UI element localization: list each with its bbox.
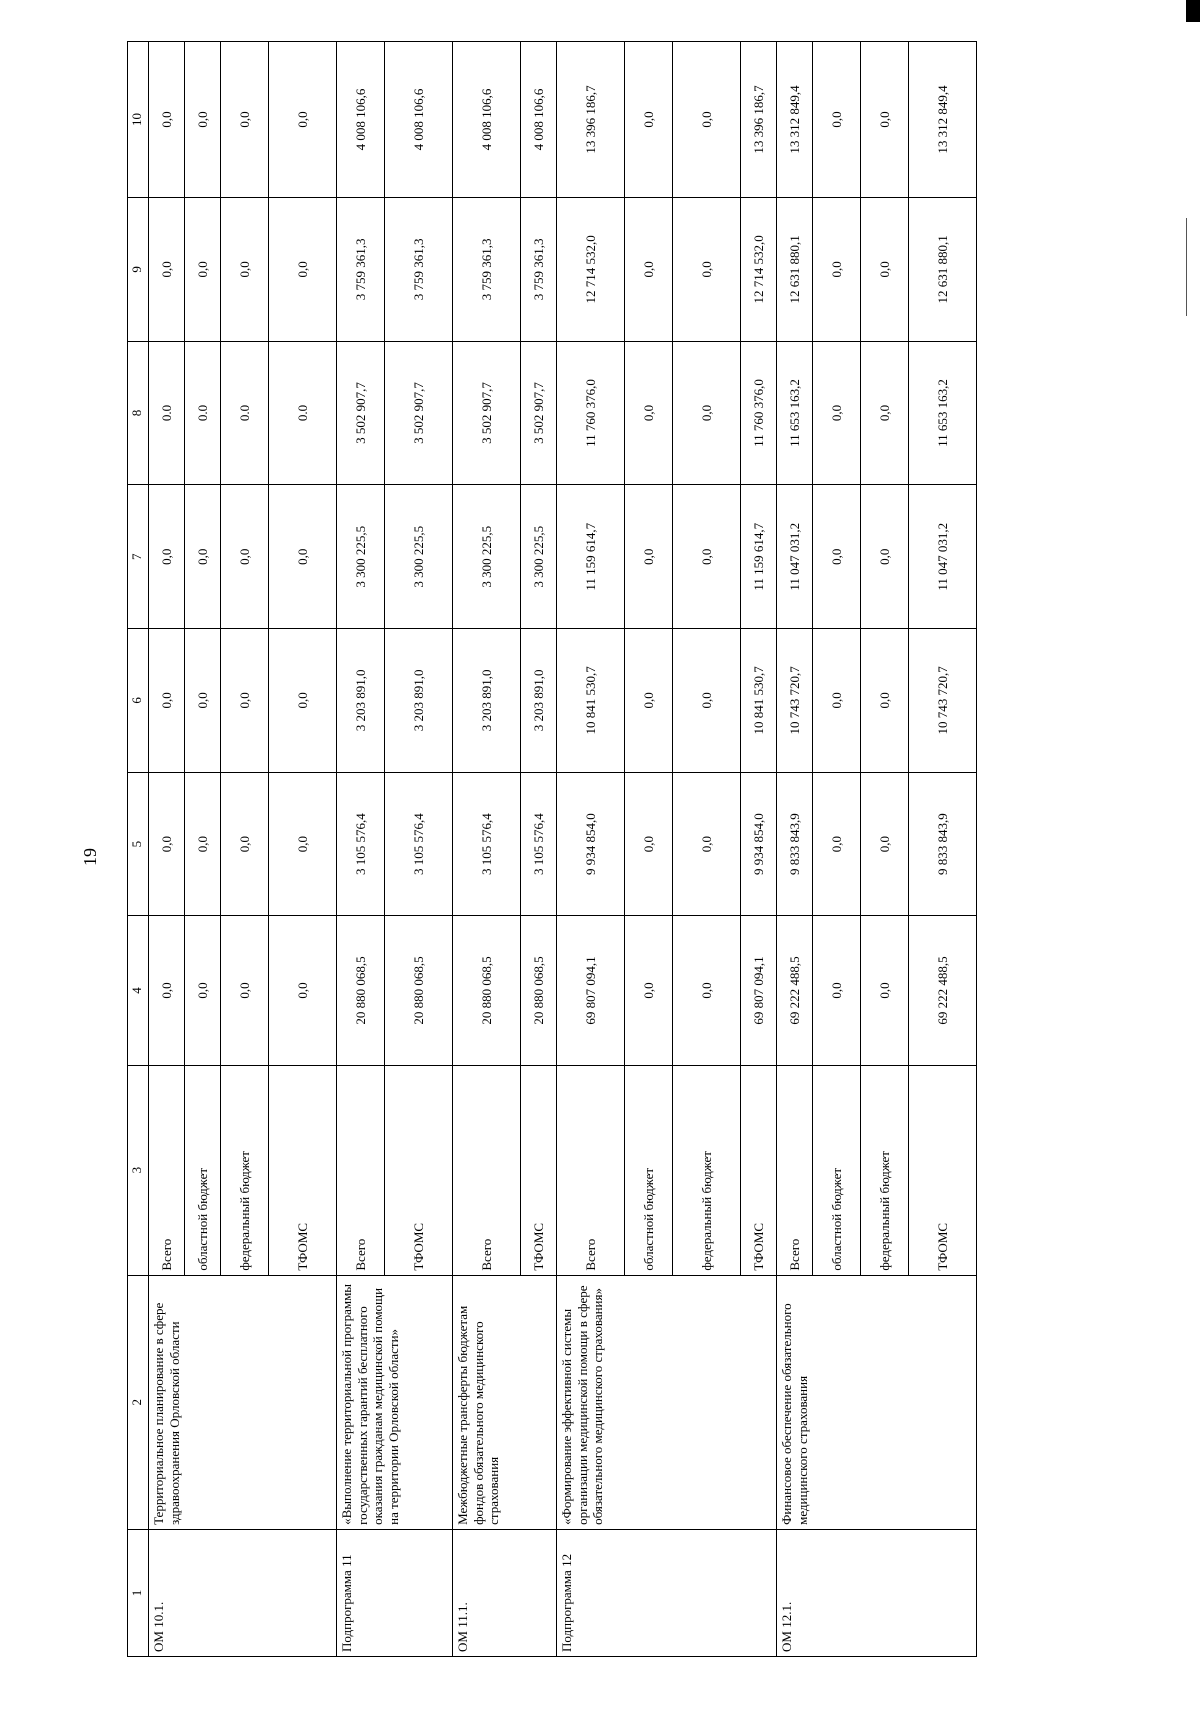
amount-cell: 3 203 891,0: [385, 629, 453, 773]
amount-cell: 3 105 576,4: [337, 772, 385, 916]
scan-corner-mark: [1186, 0, 1200, 22]
amount-cell: 3 203 891,0: [453, 629, 521, 773]
amount-cell: 0,0: [269, 629, 337, 773]
funding-source-cell: Всего: [453, 1065, 521, 1275]
amount-cell: 0,0: [221, 197, 269, 341]
amount-cell: 0,0: [625, 772, 673, 916]
amount-cell: 0,0: [813, 772, 861, 916]
table-row: [557, 42, 625, 1657]
amount-cell: 9 833 843,9: [909, 772, 977, 916]
funding-source-cell: ТФОМС: [909, 1065, 977, 1275]
amount-cell: 11 760 376,0: [741, 341, 777, 485]
amount-cell: 20 880 068,5: [337, 916, 385, 1065]
program-name-cell: «Выполнение территориальной программы государственных гарантий бесплатного оказания гражданам медицинской помощи на территории Орловской области»: [337, 1275, 453, 1529]
program-name-cell: Территориальное планирование в сфере здравоохранения Орловской области: [149, 1275, 337, 1529]
program-code-cell: ОМ 10.1.: [149, 1529, 337, 1656]
amount-cell: 0,0: [149, 42, 185, 198]
amount-cell: 0,0: [269, 42, 337, 198]
amount-cell: 3 203 891,0: [337, 629, 385, 773]
funding-source-cell: федеральный бюджет: [221, 1065, 269, 1275]
rotated-table-wrapper: [127, 41, 977, 1657]
amount-cell: 3 105 576,4: [385, 772, 453, 916]
amount-cell: 0,0: [861, 197, 909, 341]
program-code-cell: Подпрограмма 11: [337, 1529, 453, 1656]
amount-cell: 0,0: [185, 197, 221, 341]
funding-source-cell: ТФОМС: [269, 1065, 337, 1275]
amount-cell: 3 105 576,4: [453, 772, 521, 916]
amount-cell: 0.0: [269, 341, 337, 485]
amount-cell: 10 841 530,7: [741, 629, 777, 773]
amount-cell: 3 300 225,5: [385, 485, 453, 629]
amount-cell: 0,0: [673, 629, 741, 773]
amount-cell: 0,0: [269, 485, 337, 629]
amount-cell: 0,0: [221, 485, 269, 629]
amount-cell: 0,0: [673, 42, 741, 198]
column-header: 8: [128, 341, 149, 485]
amount-cell: 0,0: [221, 42, 269, 198]
amount-cell: 3 759 361,3: [453, 197, 521, 341]
page-number: 19: [80, 848, 100, 866]
amount-cell: 9 934 854,0: [557, 772, 625, 916]
amount-cell: 0,0: [861, 42, 909, 198]
table-row: [777, 42, 813, 1657]
column-header: 10: [128, 42, 149, 198]
amount-cell: 0,0: [673, 197, 741, 341]
funding-source-cell: Всего: [557, 1065, 625, 1275]
program-name-cell: Межбюджетные трансферты бюджетам фондов обязательного медицинского страхования: [453, 1275, 557, 1529]
amount-cell: 9 833 843,9: [777, 772, 813, 916]
program-name-cell: «Формирование эффективной системы организации медицинской помощи в сфере обязательного медицинского страхования»: [557, 1275, 777, 1529]
amount-cell: 0,0: [625, 485, 673, 629]
amount-cell: 4 008 106,6: [337, 42, 385, 198]
funding-source-cell: Всего: [149, 1065, 185, 1275]
funding-source-cell: федеральный бюджет: [673, 1065, 741, 1275]
amount-cell: 0,0: [673, 341, 741, 485]
amount-cell: 0,0: [269, 197, 337, 341]
header-row: [128, 42, 149, 1657]
amount-cell: 0,0: [813, 485, 861, 629]
funding-source-cell: Всего: [337, 1065, 385, 1275]
funding-source-cell: областной бюджет: [185, 1065, 221, 1275]
amount-cell: 9 934 854,0: [741, 772, 777, 916]
amount-cell: 20 880 068,5: [521, 916, 557, 1065]
table-row: [149, 42, 185, 1657]
amount-cell: 69 807 094,1: [557, 916, 625, 1065]
amount-cell: 0,0: [185, 916, 221, 1065]
amount-cell: 0,0: [625, 629, 673, 773]
amount-cell: 0,0: [185, 485, 221, 629]
funding-source-cell: ТФОМС: [521, 1065, 557, 1275]
funding-source-cell: федеральный бюджет: [861, 1065, 909, 1275]
amount-cell: 13 312 849,4: [777, 42, 813, 198]
amount-cell: 0,0: [625, 341, 673, 485]
amount-cell: 3 300 225,5: [337, 485, 385, 629]
program-code-cell: ОМ 11.1.: [453, 1529, 557, 1656]
amount-cell: 20 880 068,5: [453, 916, 521, 1065]
amount-cell: 0,0: [813, 916, 861, 1065]
scan-edge-line: [1186, 218, 1187, 316]
amount-cell: 12 631 880,1: [909, 197, 977, 341]
amount-cell: 0,0: [149, 772, 185, 916]
amount-cell: 11 159 614,7: [557, 485, 625, 629]
amount-cell: 0,0: [861, 916, 909, 1065]
amount-cell: 0,0: [861, 485, 909, 629]
amount-cell: 0,0: [813, 341, 861, 485]
amount-cell: 0,0: [813, 629, 861, 773]
amount-cell: 0.0: [221, 341, 269, 485]
amount-cell: 13 396 186,7: [557, 42, 625, 198]
amount-cell: 13 396 186,7: [741, 42, 777, 198]
amount-cell: 0.0: [149, 341, 185, 485]
column-header: 3: [128, 1065, 149, 1275]
program-code-cell: ОМ 12.1.: [777, 1529, 977, 1656]
column-header: 9: [128, 197, 149, 341]
amount-cell: 12 631 880,1: [777, 197, 813, 341]
amount-cell: 0.0: [185, 341, 221, 485]
funding-source-cell: ТФОМС: [385, 1065, 453, 1275]
table-row: [337, 42, 385, 1657]
amount-cell: 4 008 106,6: [521, 42, 557, 198]
amount-cell: 3 502 907,7: [521, 341, 557, 485]
amount-cell: 10 743 720,7: [909, 629, 977, 773]
amount-cell: 11 047 031,2: [777, 485, 813, 629]
amount-cell: 10 841 530,7: [557, 629, 625, 773]
amount-cell: 0,0: [673, 485, 741, 629]
program-name-cell: Финансовое обеспечение обязательного медицинского страхования: [777, 1275, 977, 1529]
amount-cell: 0,0: [221, 916, 269, 1065]
amount-cell: 10 743 720,7: [777, 629, 813, 773]
amount-cell: 0,0: [861, 772, 909, 916]
amount-cell: 3 105 576,4: [521, 772, 557, 916]
amount-cell: 0,0: [185, 629, 221, 773]
amount-cell: 3 203 891,0: [521, 629, 557, 773]
amount-cell: 0,0: [625, 916, 673, 1065]
amount-cell: 0,0: [185, 42, 221, 198]
amount-cell: 0,0: [269, 916, 337, 1065]
amount-cell: 11 760 376,0: [557, 341, 625, 485]
column-header: 6: [128, 629, 149, 773]
amount-cell: 3 502 907,7: [385, 341, 453, 485]
amount-cell: 11 653 163,2: [777, 341, 813, 485]
amount-cell: 12 714 532,0: [741, 197, 777, 341]
amount-cell: 0,0: [861, 629, 909, 773]
funding-source-cell: областной бюджет: [625, 1065, 673, 1275]
amount-cell: 3 759 361,3: [521, 197, 557, 341]
amount-cell: 0,0: [149, 485, 185, 629]
program-code-cell: Подпрограмма 12: [557, 1529, 777, 1656]
amount-cell: 3 759 361,3: [385, 197, 453, 341]
amount-cell: 0,0: [221, 629, 269, 773]
column-header: 7: [128, 485, 149, 629]
amount-cell: 0,0: [861, 341, 909, 485]
table-body: [149, 42, 977, 1657]
amount-cell: 69 222 488,5: [777, 916, 813, 1065]
amount-cell: 0,0: [149, 629, 185, 773]
table-row: [453, 42, 521, 1657]
amount-cell: 0,0: [625, 197, 673, 341]
amount-cell: 3 300 225,5: [521, 485, 557, 629]
amount-cell: 0,0: [625, 42, 673, 198]
column-header: 4: [128, 916, 149, 1065]
column-header: 2: [128, 1275, 149, 1529]
amount-cell: 4 008 106,6: [453, 42, 521, 198]
amount-cell: 11 159 614,7: [741, 485, 777, 629]
amount-cell: 12 714 532,0: [557, 197, 625, 341]
amount-cell: 13 312 849,4: [909, 42, 977, 198]
column-header: 5: [128, 772, 149, 916]
amount-cell: 20 880 068,5: [385, 916, 453, 1065]
amount-cell: 3 502 907,7: [453, 341, 521, 485]
amount-cell: 0,0: [813, 197, 861, 341]
budget-table: [127, 41, 977, 1657]
amount-cell: 0,0: [673, 916, 741, 1065]
amount-cell: 0,0: [269, 772, 337, 916]
amount-cell: 0,0: [813, 42, 861, 198]
amount-cell: 3 759 361,3: [337, 197, 385, 341]
amount-cell: 0,0: [149, 197, 185, 341]
amount-cell: 3 300 225,5: [453, 485, 521, 629]
funding-source-cell: областной бюджет: [813, 1065, 861, 1275]
amount-cell: 0,0: [185, 772, 221, 916]
amount-cell: 11 653 163,2: [909, 341, 977, 485]
amount-cell: 69 807 094,1: [741, 916, 777, 1065]
amount-cell: 69 222 488,5: [909, 916, 977, 1065]
funding-source-cell: ТФОМС: [741, 1065, 777, 1275]
funding-source-cell: Всего: [777, 1065, 813, 1275]
amount-cell: 3 502 907,7: [337, 341, 385, 485]
amount-cell: 0,0: [673, 772, 741, 916]
amount-cell: 0,0: [221, 772, 269, 916]
amount-cell: 4 008 106,6: [385, 42, 453, 198]
amount-cell: 0,0: [149, 916, 185, 1065]
amount-cell: 11 047 031,2: [909, 485, 977, 629]
column-header: 1: [128, 1529, 149, 1656]
